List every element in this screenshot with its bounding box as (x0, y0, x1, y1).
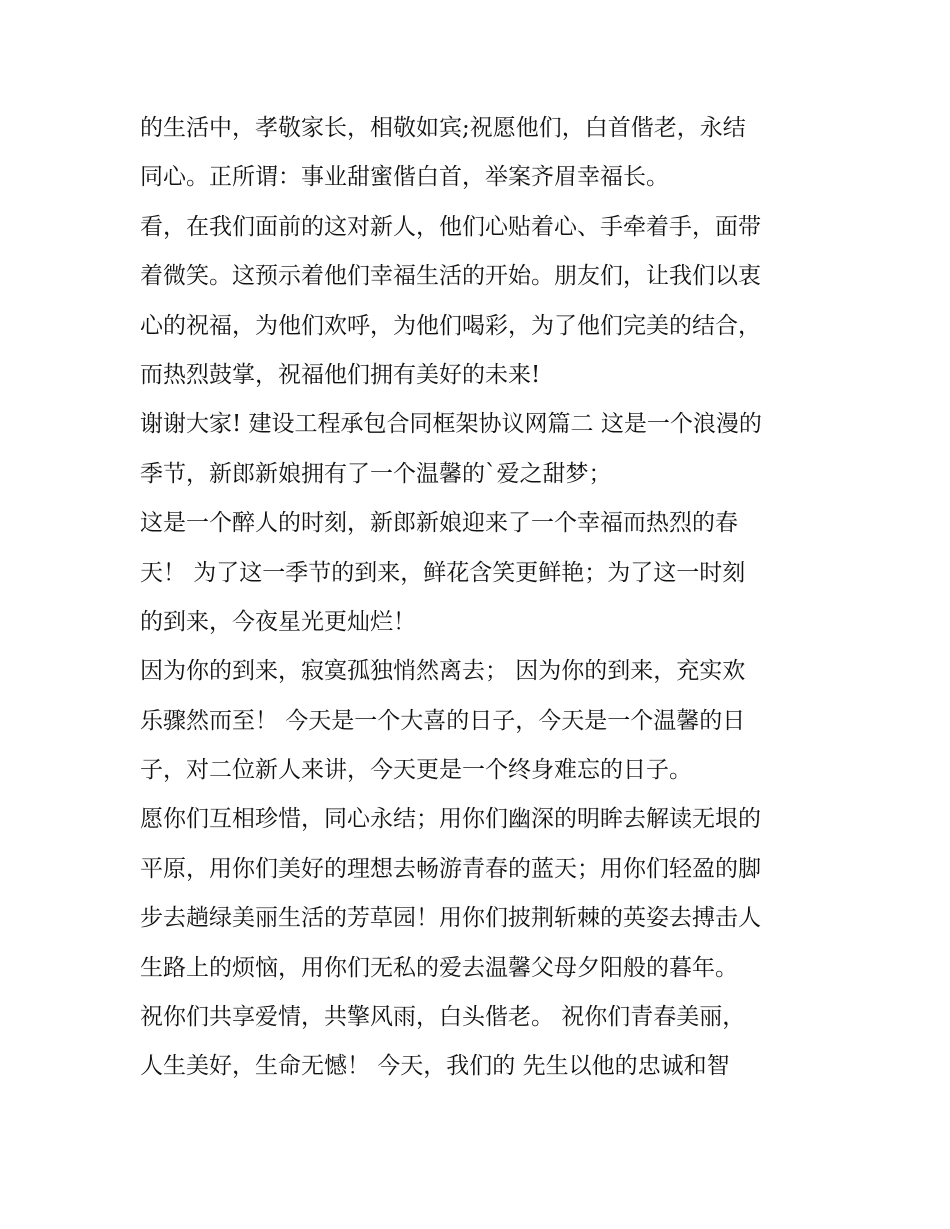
text-line: 乐骤然而至！ 今天是一个大喜的日子，今天是一个温馨的日 (140, 707, 746, 734)
text-line: 同心。正所谓：事业甜蜜偕白首，举案齐眉幸福长。 (140, 164, 669, 191)
text-line: 谢谢大家! 建设工程承包合同框架协议网篇二 这是一个浪漫的 (140, 411, 762, 438)
text-line: 看，在我们面前的这对新人，他们心贴着心、手牵着手，面带 (140, 213, 761, 240)
text-line: 季节，新郎新娘拥有了一个温馨的`爱之甜梦； (140, 460, 612, 487)
text-line: 心的祝福，为他们欢呼，为他们喝彩，为了他们完美的结合， (140, 312, 761, 339)
text-line: 愿你们互相珍惜，同心永结；用你们幽深的明眸去解读无垠的 (140, 806, 761, 833)
body-text (140, 104, 820, 1092)
text-line: 人生美好，生命无憾！ 今天，我们的 先生以他的忠诚和智 (140, 1053, 730, 1080)
text-line: 平原，用你们美好的理想去畅游青春的蓝天；用你们轻盈的脚 (140, 855, 761, 882)
text-line: 天！ 为了这一季节的到来，鲜花含笑更鲜艳；为了这一时刻 (140, 559, 746, 586)
text-line: 这是一个醉人的时刻，新郎新娘迎来了一个幸福而热烈的春 (140, 510, 738, 537)
text-line: 步去趟绿美丽生活的芳草园！用你们披荆斩棘的英姿去搏击人 (140, 905, 761, 932)
text-line: 生路上的烦恼，用你们无私的爱去温馨父母夕阳般的暮年。 (140, 954, 738, 981)
text-line: 的到来，今夜星光更灿烂！ (140, 608, 416, 635)
text-line: 祝你们共享爱情，共擎风雨，白头偕老。 祝你们青春美丽， (140, 1004, 746, 1031)
text-line: 而热烈鼓掌，祝福他们拥有美好的未来! (140, 361, 541, 388)
text-line: 着微笑。这预示着他们幸福生活的开始。朋友们，让我们以衷 (140, 263, 761, 290)
text-line: 因为你的到来，寂寞孤独悄然离去； 因为你的到来，充实欢 (140, 658, 746, 685)
text-line: 的生活中，孝敬家长，相敬如宾;祝愿他们，白首偕老，永结 (140, 115, 746, 141)
text-line: 子，对二位新人来讲，今天更是一个终身难忘的日子。 (140, 757, 692, 784)
